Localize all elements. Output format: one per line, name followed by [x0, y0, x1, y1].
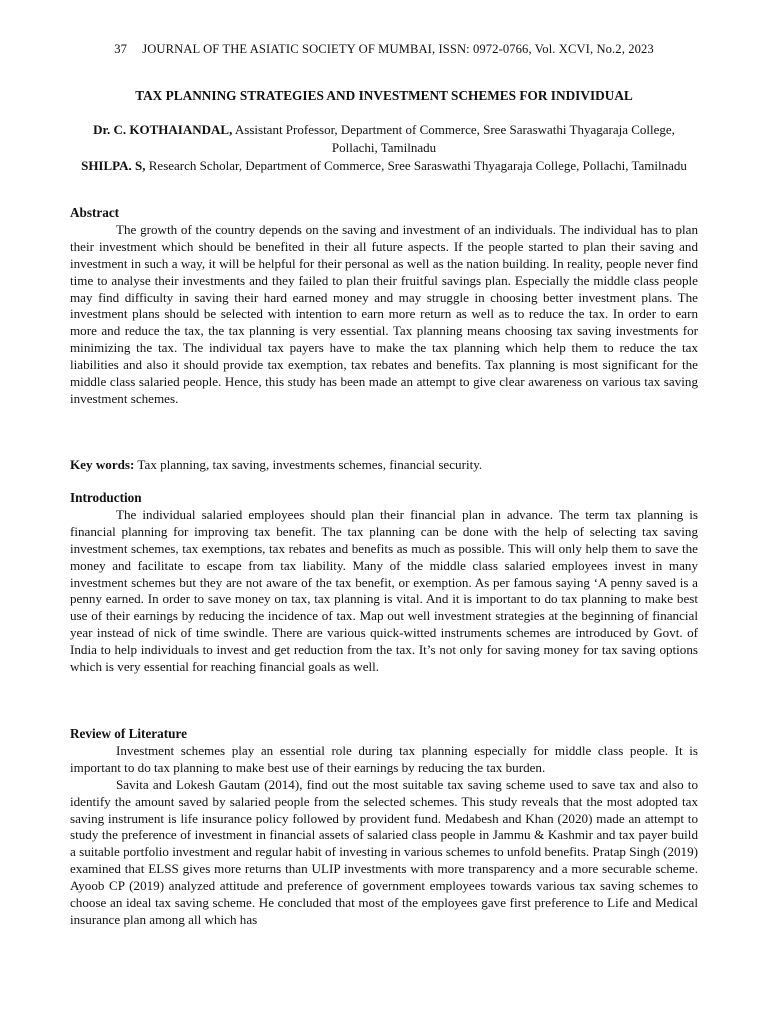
abstract-heading: Abstract	[70, 205, 120, 220]
introduction-heading: Introduction	[70, 490, 142, 505]
introduction-section	[70, 490, 698, 676]
review-heading: Review of Literature	[70, 726, 187, 741]
page-number: 37	[114, 42, 127, 56]
paper-title: TAX PLANNING STRATEGIES AND INVESTMENT SCHEMES FOR INDIVIDUAL	[135, 88, 633, 103]
author-entry	[70, 121, 698, 157]
author-entry	[70, 157, 698, 175]
review-paragraph: Savita and Lokesh Gautam (2014), find out the most suitable tax saving scheme used to save tax and also to identify the amount saved by salaried people from the selected schemes. This study reveals that the most adopted tax saving instrument is life insurance policy followed by provident fund. Medabesh and Khan (2020) made an attempt to study the preference of investment in financial assets of salaried class people in Jammu & Kashmir and tax payer build a suitable portfolio investment and regular habit of investing in various schemes to unfold benefits. Pratap Singh (2019) examined that ELSS gives more returns than ULIP investments with more transparency and a more securable scheme. Ayoob CP (2019) analyzed attitude and preference of government employees towards various tax saving schemes to choose an ideal tax saving scheme. He concluded that most of the employees gave first preference to Life and Medical insurance plan among all which has	[70, 776, 698, 927]
abstract-section	[70, 205, 698, 408]
author-affiliation: Assistant Professor, Department of Commerce, Sree Saraswathi Thyagaraja College, Pollachi, Tamilnadu	[234, 122, 675, 155]
abstract-text: The growth of the country depends on the saving and investment of an individuals. The individual has to plan their investment which should be benefited in their all future aspects. If the people started to plan their saving and investment in such a way, it will be helpful for their personal as well as the nation building. In reality, people never find time to analyse their investments and they failed to plan their fruitful savings plan. Especially the middle class people may find difficulty in saving their hard earned money and may struggle in choosing better investment plans. The investment plans should be selected with intention to earn more return as well as to reduce the tax. In order to earn more and reduce the tax, the tax planning is very essential. Tax planning means choosing tax saving investments for minimizing the tax. The individual tax payers have to make the tax planning which help them to reduce the tax liabilities and also it should provide tax exemption, tax rebates and benefits. Tax planning is most significant for the middle class salaried people. Hence, this study has been made an attempt to give clear awareness on various tax saving investment schemes.	[70, 221, 698, 406]
journal-citation: JOURNAL OF THE ASIATIC SOCIETY OF MUMBAI, ISSN: 0972-0766, Vol. XCVI, No.2, 2023	[142, 42, 654, 56]
keywords-section	[70, 457, 698, 474]
review-paragraph: Investment schemes play an essential role during tax planning especially for middle class people. It is important to do tax planning to make best use of their earnings by reducing the tax burden.	[70, 742, 698, 775]
keywords-text: Tax planning, tax saving, investments schemes, financial security.	[137, 457, 483, 472]
review-section	[70, 726, 698, 929]
author-block	[70, 121, 698, 175]
introduction-text: The individual salaried employees should plan their financial plan in advance. The term tax planning is financial planning for improving tax benefit. The tax planning can be done with the help of selecting tax saving investment schemes, tax exemptions, tax rebates and benefits as much as possible. This will only help them to save the money and facilitate to escape from tax liability. Many of the middle class salaried employees invest in many investment schemes but they are not aware of the tax benefit, or exemption. As per famous saying ‘A penny saved is a penny earned. In order to save money on tax, tax planning is vital. And it is important to do tax planning to make best use of their earnings by reducing the incidence of tax. Map out well investment strategies at the beginning of financial year instead of nick of time swindle. There are various quick-witted instruments schemes are introduced by Govt. of India to help individuals to invest and get reduction from the tax. It’s not only for saving money for tax saving options which is very essential for reaching financial goals as well.	[70, 506, 698, 675]
author-affiliation: Research Scholar, Department of Commerce, Sree Saraswathi Thyagaraja College, Pollachi, Tamilnadu	[148, 158, 687, 173]
author-name: SHILPA. S,	[81, 158, 146, 173]
keywords-label: Key words:	[70, 457, 135, 472]
author-name: Dr. C. KOTHAIANDAL,	[93, 122, 233, 137]
running-header	[0, 42, 768, 57]
